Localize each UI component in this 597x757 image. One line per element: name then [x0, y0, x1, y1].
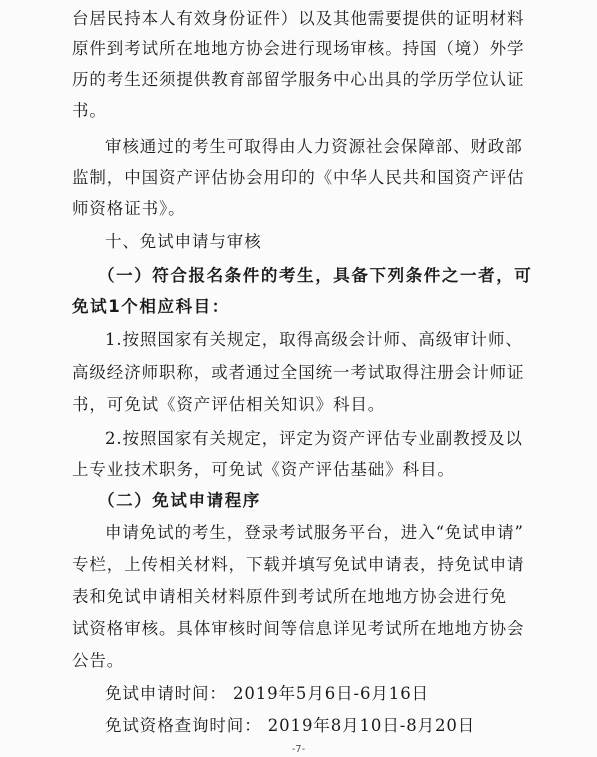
paragraph-line: 2.按照国家有关规定，评定为资产评估专业副教授及以 [105, 429, 523, 448]
paragraph-line: 专栏，上传相关材料，下载并填写免试申请表，持免试申请 [72, 555, 525, 574]
paragraph-line: 书。 [72, 101, 107, 120]
section-heading: 十、免试申请与审核 [105, 232, 262, 251]
paragraph-line: 原件到考试所在地地方协会进行现场审核。持国（境）外学 [72, 39, 525, 58]
subsection-heading: （一）符合报名条件的考生，具备下列条件之一者，可 [98, 266, 533, 285]
page-number: -7- [291, 744, 306, 755]
paragraph-line: 表和免试申请相关材料原件到考试所在地地方协会进行免 [72, 587, 507, 606]
paragraph-line: 审核通过的考生可取得由人力资源社会保障部、财政部 [105, 137, 523, 156]
paragraph-line: 高级经济师职称，或者通过全国统一考试取得注册会计师证 [72, 363, 525, 382]
paragraph-line: 书，可免试《资产评估相关知识》科目。 [72, 395, 386, 414]
paragraph-line: 1.按照国家有关规定，取得高级会计师、高级审计师、 [105, 330, 523, 349]
subsection-heading: （二）免试申请程序 [98, 491, 261, 510]
paragraph-line: 历的考生还须提供教育部留学服务中心出具的学历学位认证 [72, 70, 525, 89]
paragraph-line: 上专业技术职务，可免试《资产评估基础》科目。 [72, 460, 455, 479]
subsection-heading: 免试1个相应科目： [72, 297, 230, 316]
paragraph-line: 公告。 [72, 651, 125, 670]
exam-date-line: 免试申请时间： 2019年5月6日-6月16日 [105, 684, 430, 703]
exam-date-line: 免试资格查询时间： 2019年8月10日-8月20日 [105, 716, 476, 735]
paragraph-line: 试资格审核。具体审核时间等信息详见考试所在地地方协会 [72, 619, 525, 638]
paragraph-line: 台居民持本人有效身份证件）以及其他需要提供的证明材料 [72, 9, 525, 28]
paragraph-line: 申请免试的考生，登录考试服务平台，进入“免试申请” [105, 523, 524, 542]
paragraph-line: 师资格证书》。 [72, 199, 186, 218]
paragraph-line: 监制，中国资产评估协会用印的《中华人民共和国资产评估 [72, 168, 525, 187]
